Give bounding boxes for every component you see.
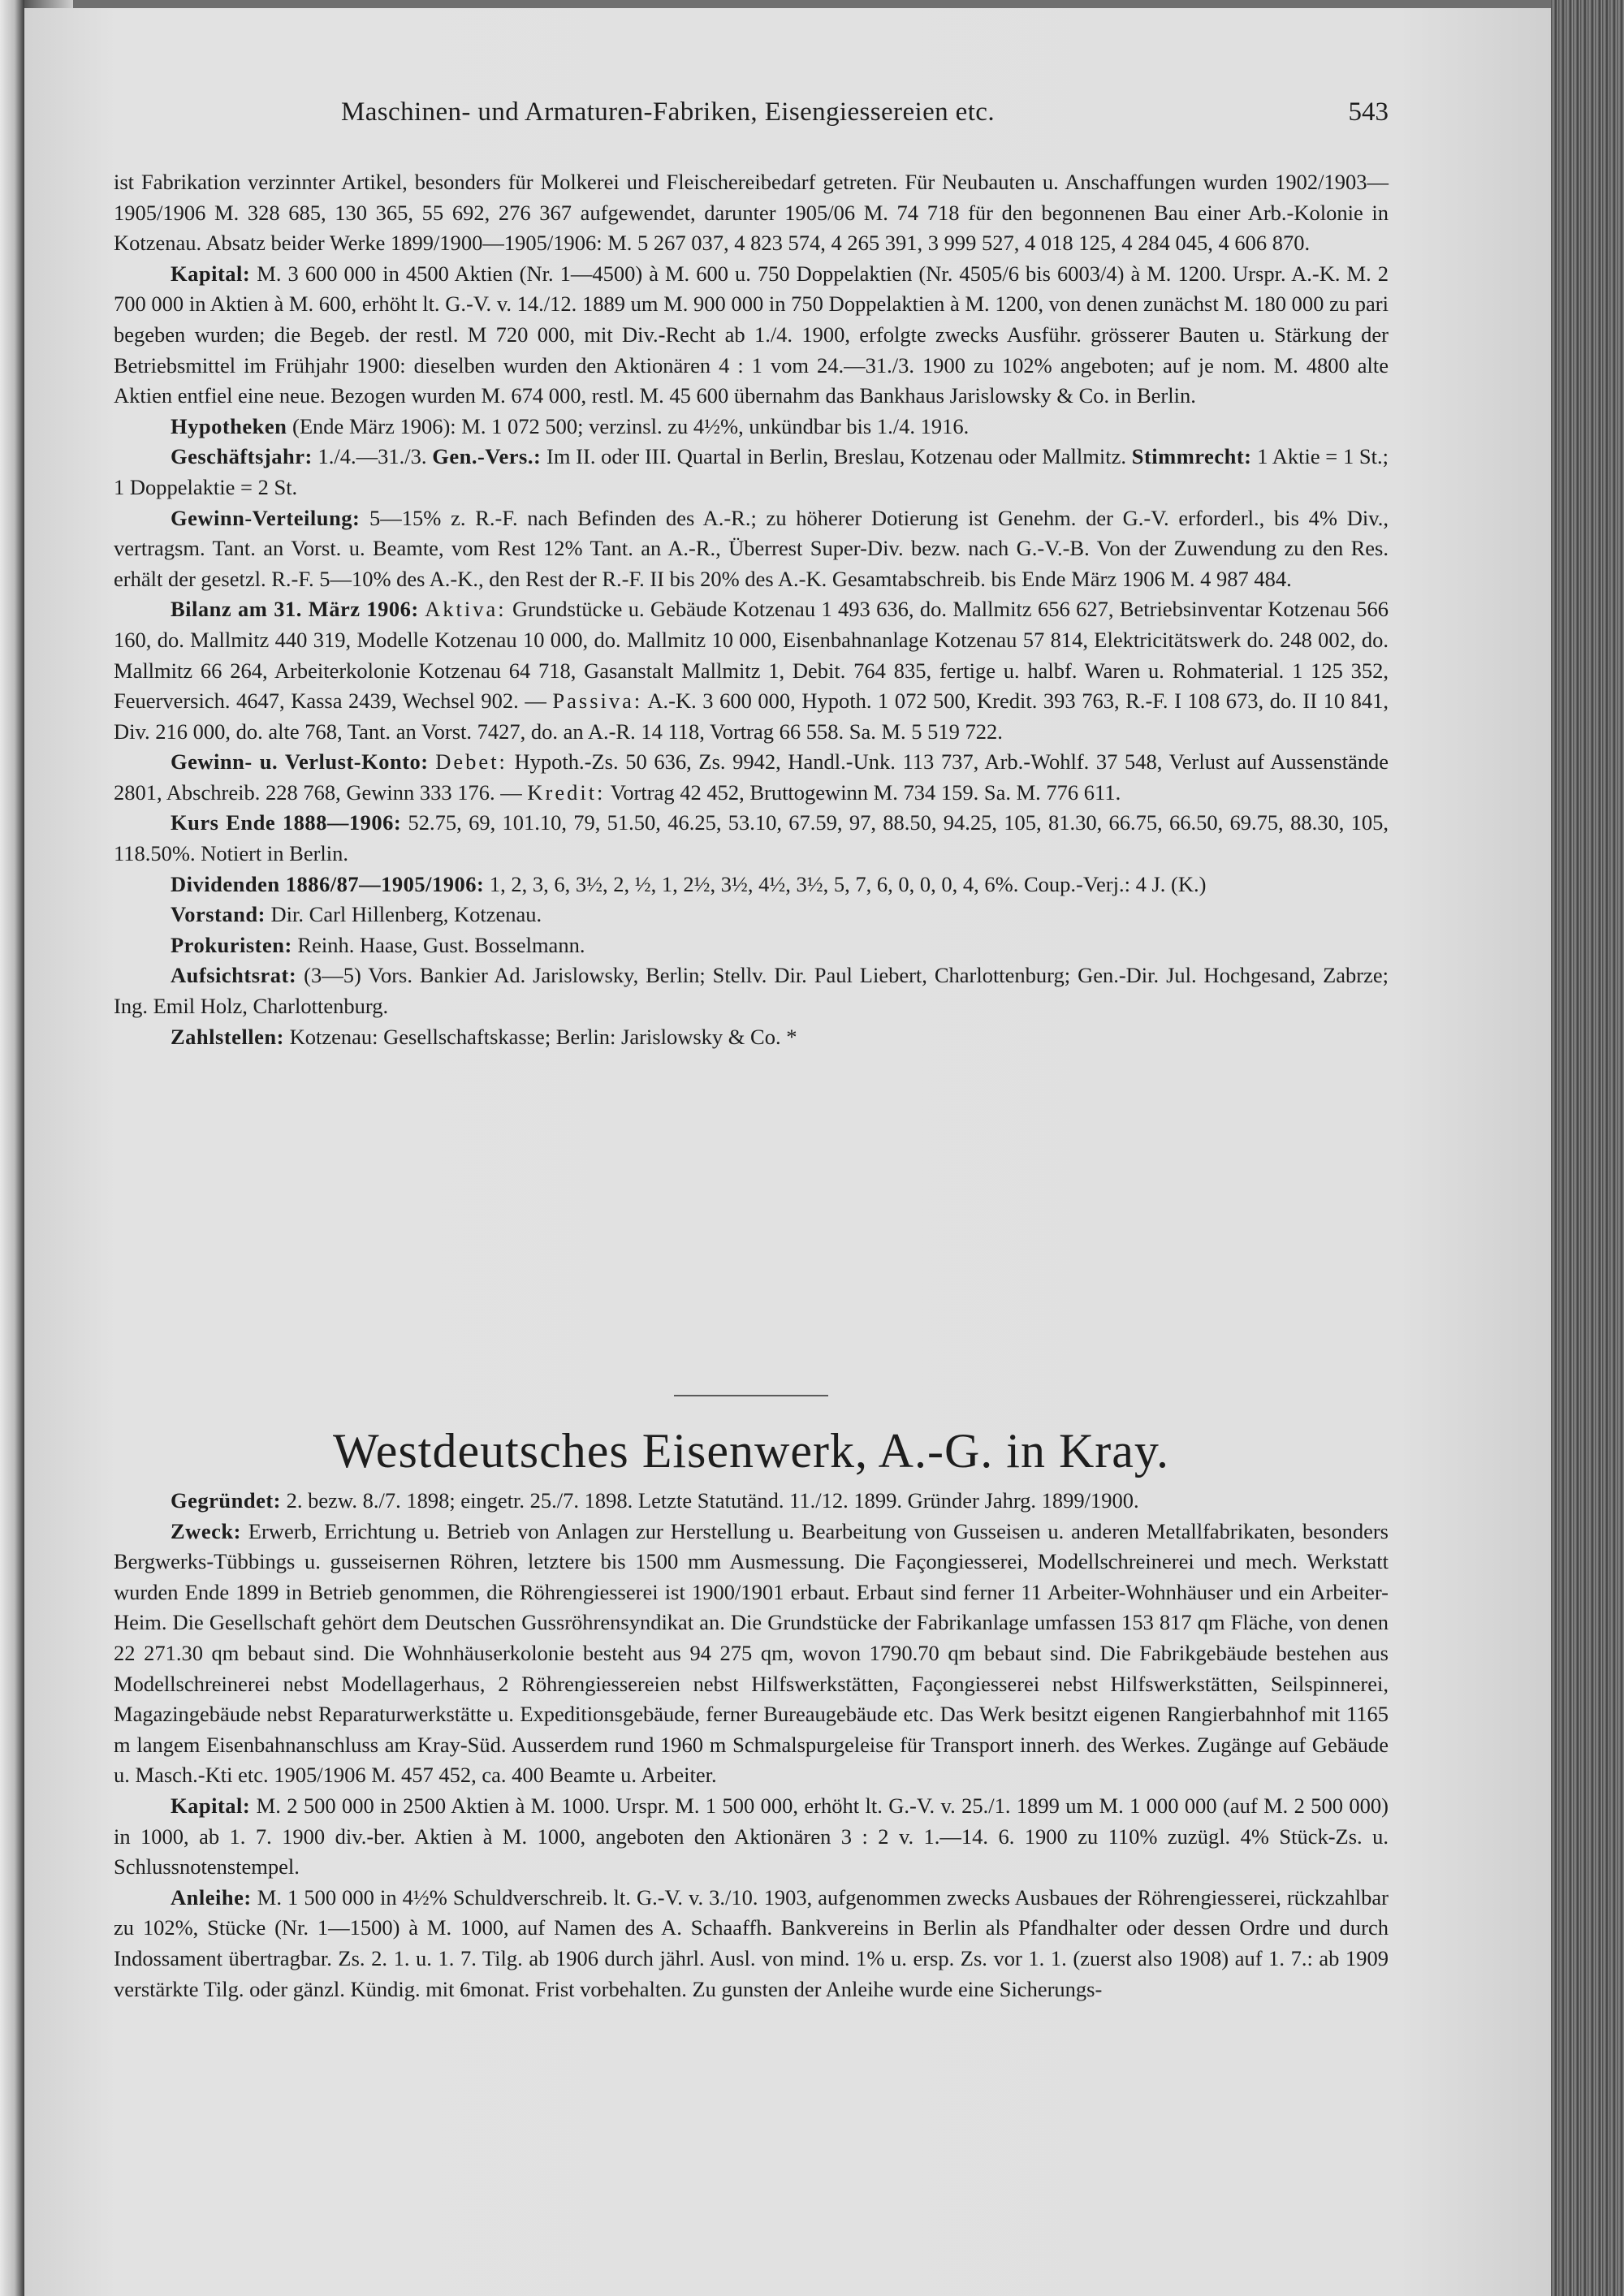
section-westdeutsches-eisenwerk xyxy=(114,1486,1389,2005)
guv-debet-text: Hypoth.-Zs. 50 636, Zs. 9942, Handl.-Unk. 113 737, Arb.-Wohlf. 37 548, Verlust auf Aussenstände 2801, Abschreib. 228 768, Gewinn 333 176. — xyxy=(114,749,1389,805)
kredit-label: Kredit: xyxy=(527,779,606,805)
bilanz-passiva-text: A.-K. 3 600 000, Hypoth. 1 072 500, Kredit. 393 763, R.-F. I 108 673, do. II 10 841, Div. 216 000, do. alte 768, Tant. an Vorst. 7427, do. an A.-R. 14 118, Vortrag 66 558. Sa. M. 5 519 722. xyxy=(114,688,1389,744)
bilanz-entry xyxy=(114,594,1389,747)
guv-kredit-text: Vortrag 42 452, Bruttogewinn M. 734 159. Sa. M. 776 611. xyxy=(610,779,1121,805)
anleihe-entry xyxy=(114,1883,1389,2005)
intro-paragraph: ist Fabrikation verzinnter Artikel, besonders für Molkerei und Fleischereibedarf getreten. Für Neubauten u. Anschaffungen wurden 1902/1903—1905/1906 M. 328 685, 130 365, 55 692, 276 367 aufgewendet, darunter 1905/06 M. 74 718 für den begonnenen Bau einer Arb.-Kolonie in Kotzenau. Absatz beider Werke 1899/1900—1905/1906: M. 5 267 037, 4 823 574, 4 265 391, 3 999 527, 4 018 125, 4 284 045, 4 606 870. xyxy=(114,170,1389,256)
page-number: 543 xyxy=(1348,97,1389,127)
zahlstellen-label: Zahlstellen: xyxy=(171,1024,284,1049)
dividenden-entry xyxy=(114,870,1389,900)
section-company-continued xyxy=(114,167,1389,1052)
zweck-text: Erwerb, Errichtung u. Betrieb von Anlagen zur Herstellung u. Bearbeitung von Gusseisen u. anderen Metallfabrikaten, besonders Bergwerks-Tübbings u. gusseisernen Röhren, letztere bis 1500 mm Ausmessung. Die Façongiesserei, Modellschreinerei und mech. Werkstatt wurden Ende 1899 in Betrieb genommen, die Röhrengiesserei ist 1900/1901 erbaut. Erbaut sind ferner 11 Arbeiter-Wohnhäuser und ein Arbeiter-Heim. Die Gesellschaft gehört dem Deutschen Gussröhrensyndikat an. Die Grundstücke der Fabrikanlage umfassen 153 817 qm Fläche, von denen 22 271.30 qm bebaut sind. Die Wohnhäuserkolonie besteht aus 94 275 qm, wovon 1790.70 qm bebaut sind. Die Fabrikgebäude bestehen aus Modellschreinerei nebst Modellagerhaus, 2 Röhrengiessereien nebst Hilfswerkstätten, Façongiesserei nebst Hilfswerkstätten, Seilspinnerei, Magazingebäude nebst Reparaturwerkstätte u. Expeditionsgebäude, ferner Bureaugebäude etc. Das Werk besitzt eigenen Rangierbahnhof mit 1165 m langem Eisenbahnanschluss am Kray-Süd. Ausserdem rund 1960 m Schmalspurgeleise für Transport innerh. des Werkes. Zugänge auf Gebäude u. Masch.-Kti etc. 1905/1906 M. 457 452, ca. 400 Beamte u. Arbeiter. xyxy=(114,1518,1389,1788)
geschaeftsjahr-label: Geschäftsjahr: xyxy=(171,444,313,469)
footnote-star: * xyxy=(786,1024,797,1049)
kapital-label: Kapital: xyxy=(171,261,251,286)
kurs-label: Kurs Ende 1888—1906: xyxy=(171,810,402,835)
vorstand-label: Vorstand: xyxy=(171,902,266,927)
gegruendet-label: Gegründet: xyxy=(171,1488,282,1513)
kapital2-label: Kapital: xyxy=(171,1793,251,1818)
gegruendet-entry xyxy=(114,1486,1389,1517)
prokuristen-label: Prokuristen: xyxy=(171,932,292,957)
dividenden-label: Dividenden 1886/87—1905/1906: xyxy=(171,871,485,896)
company-title: Westdeutsches Eisenwerk, A.-G. in Kray. xyxy=(332,1424,1170,1478)
vorstand-text: Dir. Carl Hillenberg, Kotzenau. xyxy=(270,902,542,927)
kurs-text: 52.75, 69, 101.10, 79, 51.50, 46.25, 53.10, 67.59, 97, 88.50, 94.25, 105, 81.30, 66.75, 66.50, 69.75, 88.30, 105, 118.50%. Notiert in Berlin. xyxy=(114,810,1389,866)
aufsichtsrat-text: (3—5) Vors. Bankier Ad. Jarislowsky, Berlin; Stellv. Dir. Paul Liebert, Charlottenburg; Gen.-Dir. Jul. Hochgesand, Zabrze; Ing. Emil Holz, Charlottenburg. xyxy=(114,963,1389,1019)
stimmrecht-label: Stimmrecht: xyxy=(1131,444,1252,469)
prokuristen-entry xyxy=(114,930,1389,961)
gewinnverteilung-label: Gewinn-Verteilung: xyxy=(171,505,361,530)
gewinnverteilung-text: 5—15% z. R.-F. nach Befinden des A.-R.; zu höherer Dotierung ist Genehm. der G.-V. erforderl., bis 4% Div., vertragsm. Tant. an Vorst. u. Beamte, vom Rest 12% Tant. an A.-R., Überrest Super-Div. bezw. nach G.-V.-B. Von der Zuwendung zu den Res. erhält der gesetzl. R.-F. 5—10% des A.-K., den Rest der R.-F. II bis 20% des A.-K. Gesamtabschreib. bis Ende März 1906 M. 4 987 484. xyxy=(114,505,1389,591)
aufsichtsrat-entry xyxy=(114,960,1389,1021)
genvers-text: Im II. oder III. Quartal in Berlin, Breslau, Kotzenau oder Mallmitz. xyxy=(546,444,1126,469)
anleihe-text: M. 1 500 000 in 4½% Schuldverschreib. lt. G.-V. v. 3./10. 1903, aufgenommen zwecks Ausbaues der Röhrengiesserei, rückzahlbar zu 102%, Stücke (Nr. 1—1500) à M. 1000, auf Namen des A. Schaaffh. Bankvereins in Berlin als Pfandhalter oder dessen Ordre und durch Indossament übertragbar. Zs. 2. 1. u. 1. 7. Tilg. ab 1906 durch jährl. Ausl. von mind. 1% u. ersp. Zs. vor 1. 1. (zuerst also 1908) auf 1. 7.: ab 1909 verstärkte Tilg. oder gänzl. Kündig. mit 6monat. Frist vorbehalten. Zu gunsten der Anleihe wurde eine Sicherungs- xyxy=(114,1884,1389,2001)
prokuristen-text: Reinh. Haase, Gust. Bosselmann. xyxy=(297,932,585,957)
page-edge-left xyxy=(0,0,24,2296)
aufsichtsrat-label: Aufsichtsrat: xyxy=(171,963,297,988)
debet-label: Debet: xyxy=(435,749,508,775)
kapital2-entry xyxy=(114,1791,1389,1883)
zweck-entry xyxy=(114,1517,1389,1791)
zahlstellen-entry xyxy=(114,1022,1389,1053)
anleihe-label: Anleihe: xyxy=(171,1884,252,1910)
kapital-text: M. 3 600 000 in 4500 Aktien (Nr. 1—4500) à M. 600 u. 750 Doppelaktien (Nr. 4505/6 bis 6003/4) à M. 1200. Urspr. A.-K. M. 2 700 000 in Aktien à M. 600, erhöht lt. G.-V. v. 14./12. 1889 um M. 900 000 in 750 Doppelaktien à M. 1200, von denen zunächst M. 180 000 zu pari begeben wurden; die Begeb. der restl. M 720 000, mit Div.-Recht ab 1./4. 1900, erfolgte zwecks Ausführ. grösserer Bauten u. Stärkung der Betriebsmittel im Frühjahr 1900: dieselben wurden den Aktionären 4 : 1 vom 24.—31./3. 1900 zu 102% angeboten; auf je nom. M. 4800 alte Aktien entfiel eine neue. Bezogen wurden M. 674 000, restl. M. 45 600 übernahm das Bankhaus Jarislowsky & Co. in Berlin. xyxy=(114,261,1389,408)
aktiva-label: Aktiva: xyxy=(425,597,507,622)
zweck-label: Zweck: xyxy=(171,1518,241,1543)
kapital2-text: M. 2 500 000 in 2500 Aktien à M. 1000. Urspr. M. 1 500 000, erhöht lt. G.-V. v. 25./1. 1899 um M. 1 000 000 (auf M. 2 500 000) in 1000, ab 1. 7. 1900 div.-ber. Aktien à M. 1000, angeboten den Aktionären 3 : 2 v. 1.—14. 6. 1900 zu 110% zuzügl. 4% Stück-Zs. u. Schlussnotenstempel. xyxy=(114,1793,1389,1880)
kapital-entry xyxy=(114,259,1389,412)
kurs-entry xyxy=(114,808,1389,869)
page-edge-right xyxy=(1551,0,1624,2296)
zahlstellen-text: Kotzenau: Gesellschaftskasse; Berlin: Jarislowsky & Co. xyxy=(289,1024,781,1049)
hypotheken-text: (Ende März 1906): M. 1 072 500; verzinsl. zu 4½%, unkündbar bis 1./4. 1916. xyxy=(292,413,970,438)
gegruendet-text: 2. bezw. 8./7. 1898; eingetr. 25./7. 1898. Letzte Statutänd. 11./12. 1899. Gründer Jahrg. 1899/1900. xyxy=(286,1488,1139,1513)
running-head-title: Maschinen- und Armaturen-Fabriken, Eisengiessereien etc. xyxy=(341,97,995,127)
genvers-label: Gen.-Vers.: xyxy=(432,444,542,469)
dividenden-text: 1, 2, 3, 6, 3½, 2, ½, 1, 2½, 3½, 4½, 3½, 5, 7, 6, 0, 0, 0, 4, 6%. Coup.-Verj.: 4 J. (K.) xyxy=(489,871,1207,896)
hypotheken-entry xyxy=(114,412,1389,442)
hypotheken-label: Hypotheken xyxy=(171,413,287,438)
geschaeftsjahr-text: 1./4.—31./3. xyxy=(317,444,427,469)
bilanz-aktiva-text: Grundstücke u. Gebäude Kotzenau 1 493 636, do. Mallmitz 656 627, Betriebsinventar Kotzenau 566 160, do. Mallmitz 440 319, Modelle Kotzenau 10 000, do. Mallmitz 10 000, Eisenbahnanlage Kotzenau 57 814, Elektricitätswerk do. 248 002, do. Mallmitz 66 264, Arbeiterkolonie Kotzenau 64 718, Gasanstalt Mallmitz 1, Debit. 764 835, fertige u. halbf. Waren u. Rohmaterial. 1 125 352, Feuerversich. 4647, Kassa 2439, Wechsel 902. — xyxy=(114,597,1389,714)
stimmrecht-text: 1 Aktie = 1 St.; 1 Doppelaktie = 2 St. xyxy=(114,444,1389,499)
guv-label: Gewinn- u. Verlust-Konto: xyxy=(171,749,429,775)
bilanz-label: Bilanz am 31. März 1906: xyxy=(171,597,419,622)
geschaeftsjahr-entry xyxy=(114,442,1389,503)
guv-entry xyxy=(114,747,1389,808)
section-divider xyxy=(674,1395,828,1396)
passiva-label: Passiva: xyxy=(552,688,643,714)
vorstand-entry xyxy=(114,900,1389,930)
gewinnverteilung-entry xyxy=(114,503,1389,595)
